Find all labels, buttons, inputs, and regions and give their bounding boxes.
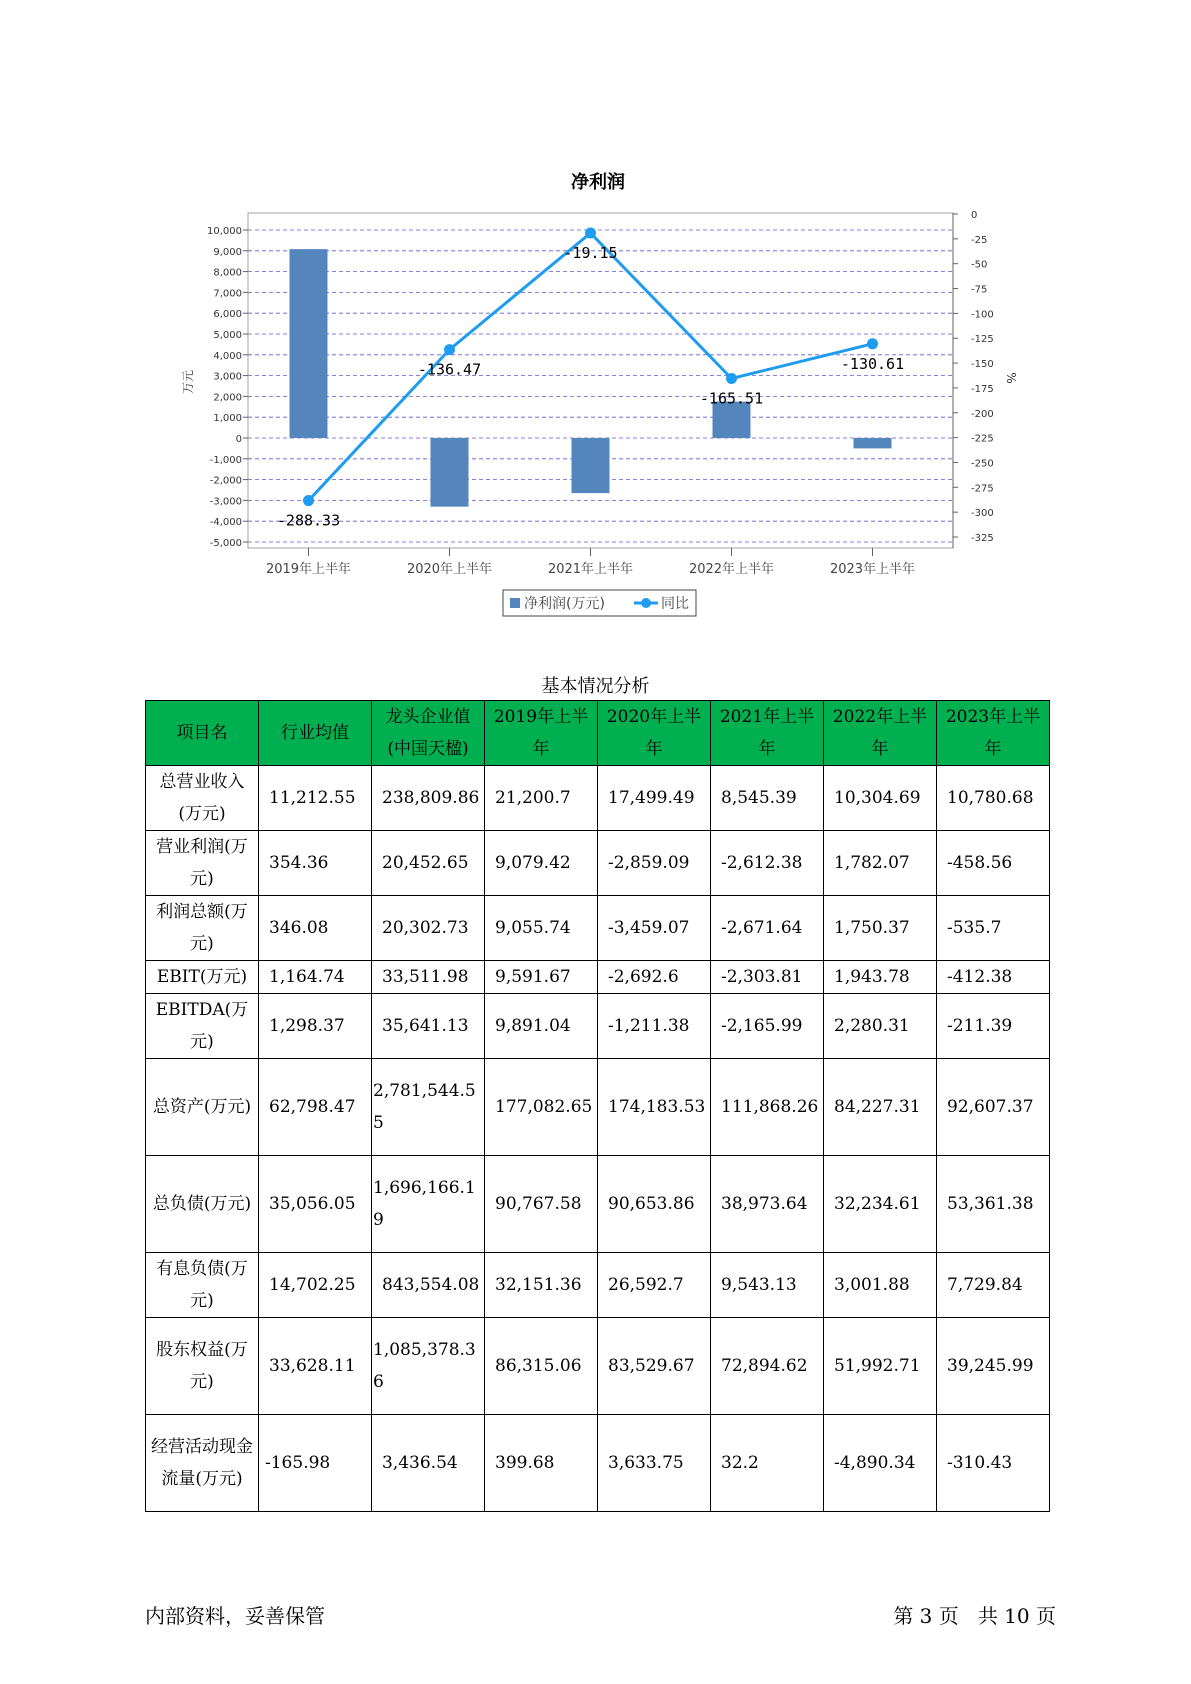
y-right-tick-label: -275 xyxy=(971,483,994,495)
y-tick-label: 2,000 xyxy=(213,392,242,404)
table-cell: 21,200.7 xyxy=(485,766,598,831)
table-cell: 84,227.31 xyxy=(824,1059,937,1156)
row-label: 总营业收入(万元) xyxy=(146,766,259,831)
table-row xyxy=(146,766,1050,831)
footer-page-number: 第 3 页 共 10 页 xyxy=(893,1604,1056,1628)
table-cell: 9,055.74 xyxy=(485,896,598,961)
header-cell: 2019年上半年 xyxy=(485,701,598,766)
header-cell: 2021年上半年 xyxy=(711,701,824,766)
y-tick-label: -4,000 xyxy=(209,517,242,529)
row-label: 经营活动现金流量(万元) xyxy=(146,1415,259,1512)
table-cell: 354.36 xyxy=(259,831,372,896)
table-cell: 10,780.68 xyxy=(937,766,1050,831)
bar xyxy=(854,438,892,448)
table-row xyxy=(146,1318,1050,1415)
header-cell: 2022年上半年 xyxy=(824,701,937,766)
table-header-row xyxy=(146,701,1050,766)
x-tick-label: 2023年上半年 xyxy=(829,562,916,577)
footer-confidential-note: 内部资料，妥善保管 xyxy=(145,1604,325,1628)
row-label: EBIT(万元) xyxy=(146,961,259,994)
row-label: 股东权益(万元) xyxy=(146,1318,259,1415)
table-cell: 62,798.47 xyxy=(259,1059,372,1156)
table-cell: -412.38 xyxy=(937,961,1050,994)
table-cell: 399.68 xyxy=(485,1415,598,1512)
table-cell: 38,973.64 xyxy=(711,1156,824,1253)
table-cell: 90,653.86 xyxy=(598,1156,711,1253)
header-cell: 项目名 xyxy=(146,701,259,766)
x-tick-label: 2020年上半年 xyxy=(406,562,493,577)
bar xyxy=(431,438,469,507)
table-cell: 32,151.36 xyxy=(485,1253,598,1318)
header-cell: 行业均值 xyxy=(259,701,372,766)
x-tick-label: 2019年上半年 xyxy=(265,562,352,577)
y-tick-label: 6,000 xyxy=(213,309,242,321)
table-cell: 1,782.07 xyxy=(824,831,937,896)
yoy-data-label: -19.15 xyxy=(563,244,618,263)
table-cell: -310.43 xyxy=(937,1415,1050,1512)
table-row xyxy=(146,831,1050,896)
table-cell: 9,543.13 xyxy=(711,1253,824,1318)
table-cell: 843,554.08 xyxy=(372,1253,485,1318)
table-cell: 33,511.98 xyxy=(372,961,485,994)
y-tick-label: 5,000 xyxy=(213,330,242,341)
row-label: 营业利润(万元) xyxy=(146,831,259,896)
basic-analysis-table xyxy=(145,700,1050,1512)
table-row xyxy=(146,994,1050,1059)
table-cell: -535.7 xyxy=(937,896,1050,961)
row-label: 总资产(万元) xyxy=(146,1059,259,1156)
table-cell: 9,891.04 xyxy=(485,994,598,1059)
y-tick-label: 3,000 xyxy=(213,371,242,383)
table-row xyxy=(146,1253,1050,1318)
yoy-data-label: -136.47 xyxy=(417,360,482,379)
header-cell: 2020年上半年 xyxy=(598,701,711,766)
table-row xyxy=(146,1415,1050,1512)
table-cell: -1,211.38 xyxy=(598,994,711,1059)
y-right-tick-label: -150 xyxy=(971,359,994,371)
table-cell: 90,767.58 xyxy=(485,1156,598,1253)
y-tick-label: 4,000 xyxy=(213,350,242,362)
y-right-tick-label: -250 xyxy=(971,458,994,470)
table-cell: 83,529.67 xyxy=(598,1318,711,1415)
yoy-point xyxy=(726,373,737,384)
table-cell: 26,592.7 xyxy=(598,1253,711,1318)
table-cell: -2,671.64 xyxy=(711,896,824,961)
table-cell: 8,545.39 xyxy=(711,766,824,831)
y-tick-label: 8,000 xyxy=(213,267,242,279)
y-tick-label: 9,000 xyxy=(213,246,242,258)
table-cell: 1,298.37 xyxy=(259,994,372,1059)
table-cell: 20,302.73 xyxy=(372,896,485,961)
table-row xyxy=(146,961,1050,994)
table-cell: 174,183.53 xyxy=(598,1059,711,1156)
legend-line-label: 同比 xyxy=(661,596,689,612)
header-cell: 2023年上半年 xyxy=(937,701,1050,766)
table-row xyxy=(146,1156,1050,1253)
table-cell: 2,781,544.55 xyxy=(372,1059,485,1156)
table-cell: 238,809.86 xyxy=(372,766,485,831)
table-cell: 3,436.54 xyxy=(372,1415,485,1512)
plot-area xyxy=(248,213,953,548)
table-cell: -4,890.34 xyxy=(824,1415,937,1512)
table-cell: 11,212.55 xyxy=(259,766,372,831)
table-cell: 32.2 xyxy=(711,1415,824,1512)
table-cell: 346.08 xyxy=(259,896,372,961)
y-tick-label: 1,000 xyxy=(213,413,242,425)
table-cell: 20,452.65 xyxy=(372,831,485,896)
y-tick-label: -2,000 xyxy=(209,475,242,487)
table-cell: 3,001.88 xyxy=(824,1253,937,1318)
yoy-point xyxy=(444,344,455,355)
y-tick-label: -3,000 xyxy=(209,496,242,508)
table-cell: 177,082.65 xyxy=(485,1059,598,1156)
table-cell: -2,859.09 xyxy=(598,831,711,896)
y-right-tick-label: -125 xyxy=(971,334,994,346)
y-tick-label: 7,000 xyxy=(213,288,242,300)
table-cell: 14,702.25 xyxy=(259,1253,372,1318)
table-cell: 32,234.61 xyxy=(824,1156,937,1253)
table-cell: 9,079.42 xyxy=(485,831,598,896)
table-cell: 72,894.62 xyxy=(711,1318,824,1415)
legend-line-marker xyxy=(641,598,651,608)
table-cell: -211.39 xyxy=(937,994,1050,1059)
yoy-point xyxy=(585,228,596,239)
table-cell: 7,729.84 xyxy=(937,1253,1050,1318)
yoy-data-label: -288.33 xyxy=(276,511,341,530)
y-tick-label: -1,000 xyxy=(209,454,242,466)
y-right-tick-label: 0 xyxy=(971,210,978,221)
table-cell: 111,868.26 xyxy=(711,1059,824,1156)
y-tick-label: -5,000 xyxy=(209,538,242,549)
header-cell: 龙头企业值(中国天楹) xyxy=(372,701,485,766)
net-profit-chart xyxy=(0,0,1191,640)
bar xyxy=(572,438,610,493)
table-cell: 1,085,378.36 xyxy=(372,1318,485,1415)
y-right-tick-label: -75 xyxy=(971,284,988,296)
table-row xyxy=(146,896,1050,961)
table-cell: 1,750.37 xyxy=(824,896,937,961)
y-right-tick-label: -325 xyxy=(971,533,994,544)
row-label: 利润总额(万元) xyxy=(146,896,259,961)
y-tick-label: 0 xyxy=(235,434,242,445)
table-cell: 1,696,166.19 xyxy=(372,1156,485,1253)
row-label: 总负债(万元) xyxy=(146,1156,259,1253)
y-tick-label: 10,000 xyxy=(207,226,242,237)
row-label: 有息负债(万元) xyxy=(146,1253,259,1318)
x-tick-label: 2022年上半年 xyxy=(688,562,775,577)
y-right-tick-label: -25 xyxy=(971,234,988,246)
table-cell: 92,607.37 xyxy=(937,1059,1050,1156)
table-cell: 9,591.67 xyxy=(485,961,598,994)
table-row xyxy=(146,1059,1050,1156)
y-right-tick-label: -225 xyxy=(971,433,994,445)
y-right-tick-label: -50 xyxy=(971,259,988,271)
y-right-tick-label: -100 xyxy=(971,309,994,321)
table-cell: 2,280.31 xyxy=(824,994,937,1059)
y-right-axis-label: % xyxy=(1004,372,1018,384)
y-right-tick-label: -200 xyxy=(971,408,994,420)
y-axis-label: 万元 xyxy=(181,369,195,395)
table-cell: -2,692.6 xyxy=(598,961,711,994)
table-cell: 51,992.71 xyxy=(824,1318,937,1415)
chart-title: 净利润 xyxy=(571,172,625,193)
table-cell: 53,361.38 xyxy=(937,1156,1050,1253)
table-cell: 86,315.06 xyxy=(485,1318,598,1415)
table-cell: -165.98 xyxy=(259,1415,372,1512)
bar xyxy=(290,249,328,438)
table-cell: -2,612.38 xyxy=(711,831,824,896)
legend-bar-label: 净利润(万元) xyxy=(524,596,605,612)
table-cell: 17,499.49 xyxy=(598,766,711,831)
y-right-tick-label: -300 xyxy=(971,508,994,520)
table-cell: 35,056.05 xyxy=(259,1156,372,1253)
row-label: EBITDA(万元) xyxy=(146,994,259,1059)
table-cell: -2,165.99 xyxy=(711,994,824,1059)
table-cell: 1,943.78 xyxy=(824,961,937,994)
table-cell: 33,628.11 xyxy=(259,1318,372,1415)
table-cell: 39,245.99 xyxy=(937,1318,1050,1415)
table-cell: 35,641.13 xyxy=(372,994,485,1059)
table-cell: 10,304.69 xyxy=(824,766,937,831)
y-right-tick-label: -175 xyxy=(971,383,994,395)
table-cell: -458.56 xyxy=(937,831,1050,896)
table-cell: -2,303.81 xyxy=(711,961,824,994)
table-caption: 基本情况分析 xyxy=(541,676,650,697)
yoy-data-label: -130.61 xyxy=(840,354,905,373)
legend-bar-swatch xyxy=(510,598,520,608)
x-tick-label: 2021年上半年 xyxy=(547,562,634,577)
yoy-point xyxy=(867,338,878,349)
table-cell: 3,633.75 xyxy=(598,1415,711,1512)
yoy-data-label: -165.51 xyxy=(699,389,764,408)
yoy-point xyxy=(303,495,314,506)
table-cell: 1,164.74 xyxy=(259,961,372,994)
table-cell: -3,459.07 xyxy=(598,896,711,961)
